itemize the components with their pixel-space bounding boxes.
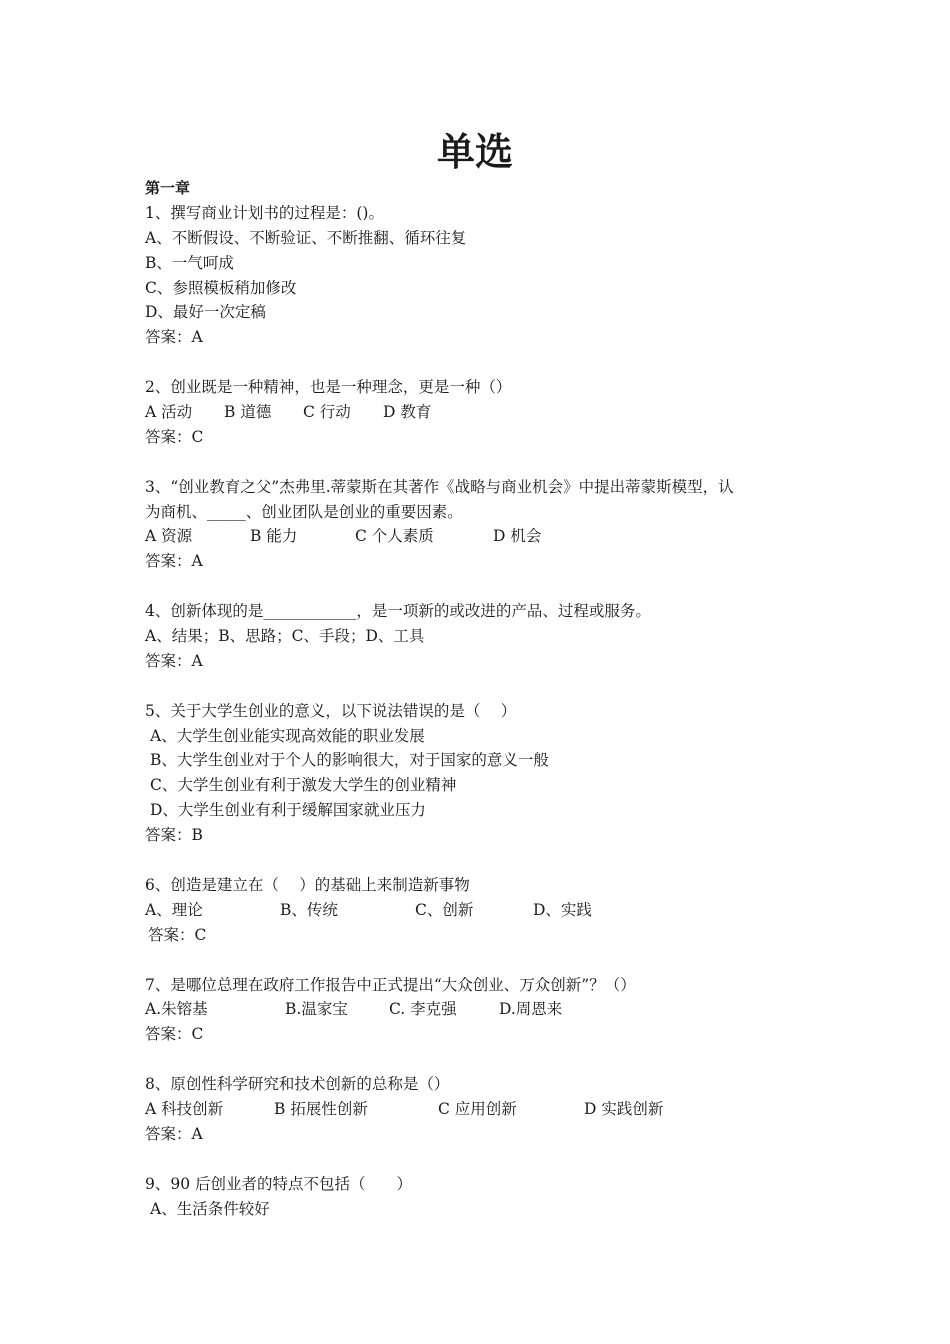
question-1 — [145, 201, 825, 350]
option-a: A、理论 — [145, 900, 203, 919]
question-text: 1、撰写商业计划书的过程是：()。 — [145, 203, 384, 222]
option-b: B.温家宝 — [285, 1000, 348, 1019]
question-5 — [145, 699, 825, 848]
options-line: A、结果；B、思路；C、手段；D、工具 — [145, 627, 425, 646]
question-2 — [145, 375, 825, 450]
options-row — [145, 898, 825, 923]
option-c: C、创新 — [415, 900, 474, 919]
option-d: D 教育 — [383, 403, 432, 422]
option-c: C 行动 — [303, 403, 351, 422]
answer: 答案：C — [145, 427, 204, 446]
option-d: D 机会 — [493, 527, 542, 546]
option-d: D、实践 — [533, 900, 592, 919]
question-text: 8、原创性科学研究和技术创新的总称是（） — [145, 1075, 450, 1094]
answer: 答案：A — [145, 651, 203, 670]
answer: 答案：A — [145, 1124, 203, 1143]
option-b: B、传统 — [280, 900, 338, 919]
option-a: A.朱镕基 — [145, 1000, 208, 1019]
option-d: D.周恩来 — [499, 1000, 563, 1019]
option-c: C、参照模板稍加修改 — [145, 278, 297, 297]
option-a: A、生活条件较好 — [150, 1199, 270, 1218]
option-d: D 实践创新 — [584, 1099, 664, 1118]
answer: 答案：C — [148, 925, 207, 944]
question-text: 4、创新体现的是____________，是一项新的或改进的产品、过程或服务。 — [145, 602, 651, 621]
options-row — [145, 1097, 825, 1122]
question-text: 6、创造是建立在（ ）的基础上来制造新事物 — [145, 875, 470, 894]
question-4 — [145, 599, 825, 674]
option-c: C 个人素质 — [355, 527, 434, 546]
option-b: B 道德 — [224, 403, 272, 422]
question-text-line-2: 为商机、_____、创业团队是创业的重要因素。 — [145, 502, 463, 521]
question-text-line-1: 3、“创业教育之父”杰弗里.蒂蒙斯在其著作《战略与商业机会》中提出蒂蒙斯模型，认 — [145, 477, 734, 496]
question-9 — [145, 1172, 825, 1222]
page-title: 单选 — [436, 130, 513, 174]
options-row — [145, 997, 825, 1022]
options-row — [145, 524, 825, 549]
question-7 — [145, 973, 825, 1048]
question-8 — [145, 1072, 825, 1147]
option-a: A 资源 — [145, 527, 193, 546]
answer: 答案：C — [145, 1025, 204, 1044]
question-text: 2、创业既是一种精神，也是一种理念，更是一种（） — [145, 378, 512, 397]
answer: 答案：B — [145, 826, 203, 845]
answer: 答案：A — [145, 552, 203, 571]
question-text: 5、关于大学生创业的意义，以下说法错误的是（ ） — [145, 701, 517, 720]
option-c: C. 李克强 — [389, 1000, 457, 1019]
option-b: B、一气呵成 — [145, 253, 234, 272]
question-text: 9、90 后创业者的特点不包括（ ） — [145, 1174, 413, 1193]
answer: 答案：A — [145, 328, 203, 347]
question-text: 7、是哪位总理在政府工作报告中正式提出“大众创业、万众创新”？（） — [145, 975, 636, 994]
option-a: A、不断假设、不断验证、不断推翻、循环往复 — [145, 228, 467, 247]
option-b: B、大学生创业对于个人的影响很大，对于国家的意义一般 — [150, 751, 549, 770]
option-d: D、大学生创业有利于缓解国家就业压力 — [150, 801, 426, 820]
option-b: B 能力 — [250, 527, 298, 546]
question-list — [145, 176, 825, 1221]
option-b: B 拓展性创新 — [274, 1099, 368, 1118]
option-c: C 应用创新 — [438, 1099, 517, 1118]
question-6 — [145, 873, 825, 948]
question-3 — [145, 475, 825, 575]
option-a: A、大学生创业能实现高效能的职业发展 — [150, 726, 425, 745]
option-a: A 科技创新 — [145, 1099, 224, 1118]
option-a: A 活动 — [145, 403, 193, 422]
chapter-heading: 第一章 — [145, 179, 191, 197]
option-d: D、最好一次定稿 — [145, 303, 266, 322]
option-c: C、大学生创业有利于激发大学生的创业精神 — [150, 776, 457, 795]
options-row — [145, 400, 825, 425]
